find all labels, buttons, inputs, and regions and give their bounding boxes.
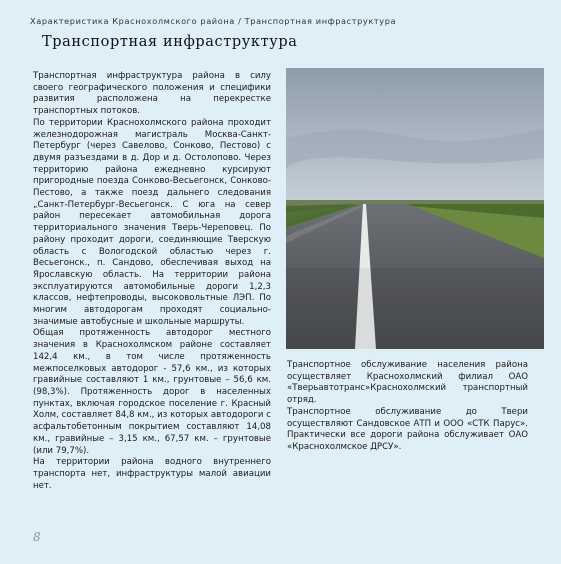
paragraph: Транспортное обслуживание населения района осуществляет Краснохолмский филиал ОАО «Тверьавтотранс»Краснохолмский транспортный отряд. xyxy=(287,360,528,406)
road-photo xyxy=(286,68,544,349)
paragraph: Транспортная инфраструктура района в силу своего географического положения и специфики развития расположена на перекрестке транспортных потоков. xyxy=(33,71,271,117)
running-header: Характеристика Краснохолмского района / Транспортная инфраструктура xyxy=(30,16,397,26)
left-text-column xyxy=(33,71,271,492)
paragraph: По территории Краснохолмского района проходит железнодорожная магистраль Москва-Санкт-Петербург (через Савелово, Сонково, Пестово) с двумя разъездами в д. Дор и д. Остолопово. Через территорию района ежедневно курсируют пригородные поезда Сонково-Весьегонск, Сонково-Пестово, а также поезд дальнего следования „Санкт-Петербург-Весьегонск. С юга на север район пересекает автомобильная дорога территориального значения Тверь-Череповец. По району проходит дороги, соединяющие Тверскую область с Вологодской областью через г. Весьегонск., п. Сандово, обеспечивая выход на Ярославскую область. На территории района эксплуатируются автомобильные дороги 1,2,3 классов, нефтепроводы, высоковольтные ЛЭП. По многим автодорогам проходят социально-значимые автобусные и школьные маршруты. xyxy=(33,117,271,327)
page-title: Транспортная инфраструктура xyxy=(42,34,298,50)
paragraph: Транспортное обслуживание до Твери осуществляют Сандовское АТП и ООО «СТК Парус». Практически все дороги района обслуживает ОАО «Краснохолмское ДРСУ». xyxy=(287,406,528,452)
road-photo-illustration xyxy=(286,68,544,349)
page-number: 8 xyxy=(33,530,41,544)
paragraph: На территории района водного внутреннего транспорта нет, инфраструктуры малой авиации нет. xyxy=(33,457,271,491)
road-shade xyxy=(286,268,544,349)
paragraph: Общая протяженность автодорог местного значения в Краснохолмском районе составляет 142,4 км., в том числе протяженность межпоселковых автодорог - 57,6 км., из которых гравийные составляют 1 км., грунтовые – 56,6 км. (98,3%). Протяженность дорог в населенных пунктах, включая городское поселение г. Красный Холм, составляет 84,8 км., из которых автодороги с асфальтобетонным покрытием составляют 14,08 км., гравийные – 3,15 км., 67,57 км. – грунтовые (или 79,7%). xyxy=(33,328,271,456)
right-text-column xyxy=(287,360,528,454)
